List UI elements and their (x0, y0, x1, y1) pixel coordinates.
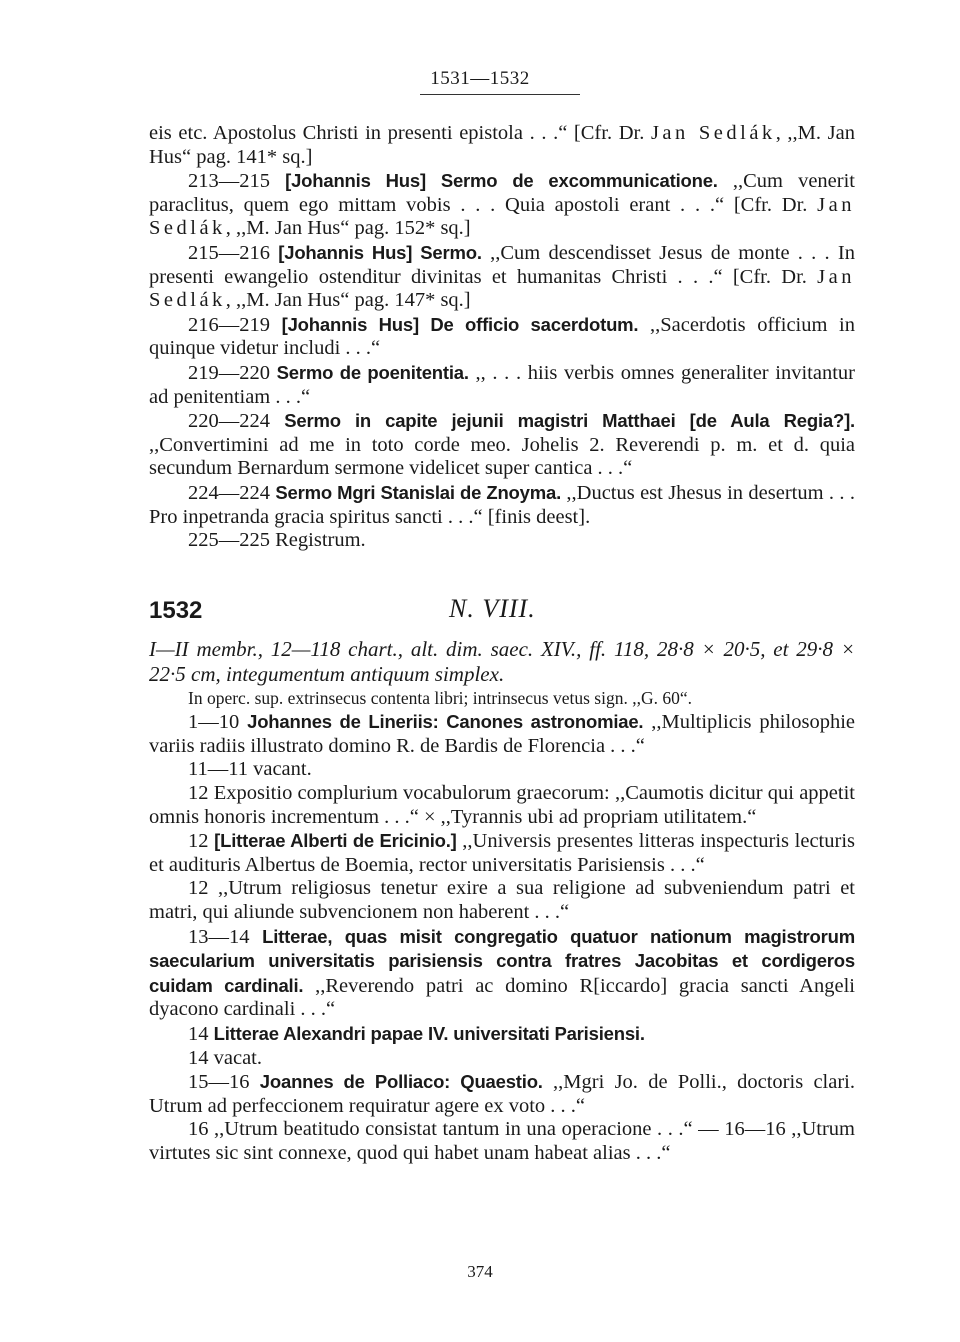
entry-title: [Johannis Hus] De officio sacerdotum. (281, 313, 639, 335)
entry-14a (149, 1022, 855, 1047)
folio-ref: 1—10 (188, 711, 240, 734)
entry-225: 225—225 Registrum. (188, 529, 366, 552)
folio-ref: 219—220 (188, 361, 270, 384)
entry-title: Sermo Mgri Stanislai de Znoyma. (275, 481, 562, 503)
entry-title: Litterae Alexandri papae IV. universitati Parisiensi. (213, 1023, 645, 1044)
author-name: Jan Sedlák (149, 193, 855, 240)
entry-12b: 12 ,,Utrum religiosus tenetur exire a sua religione ad subveniendum patri et matri, qui aliunde subvencionem non haberent . . .“ (149, 877, 855, 924)
entry-11: 11—11 vacant. (188, 758, 312, 781)
entry-title: [Johannis Hus] Sermo de excommunicatione. (285, 170, 718, 192)
entry-219: 219—220 Sermo de poenitentia. ,, . . . hiis verbis omnes generaliter invitantur ad penitentiam . . .“ (149, 361, 855, 408)
entry-title: [Johannis Hus] Sermo. (278, 241, 482, 263)
folio-ref: 12 (188, 782, 209, 805)
folio-ref: 215—216 (188, 241, 270, 264)
entry-13: 13—14 Litterae, quas misit congregatio quatuor nationum magistrorum saecularium universitatis parisiensis contra fratres Jacobitas et cordigeros cuidam cardinali. ,,Reverendo patri ac domino R[iccardo] gracia sancti Angeli dyacono cardinali . . .“ (149, 925, 855, 1021)
entry-215: 215—216 [Johannis Hus] Sermo. ,,Cum descendisset Jesus de monte . . . In presenti ewangelio ostenditur divinitas et humanitas Christi . . .“ [Cfr. Dr. Jan Sedlák, ,,M. Jan Hus“ pag. 147* sq.] (149, 241, 856, 312)
section-title: N. VIII. (449, 593, 536, 623)
folio-ref: 16 (188, 1118, 209, 1141)
entry-title: Litterae, quas misit congregatio quatuor nationum magistrorum saecularium universitatis parisiensis contra fratres Jacobitas et cordigeros cuidam cardinali. (149, 925, 855, 996)
entry-16: 16 ,,Utrum beatitudo consistat tantum in una operacione . . .“ — 16—16 ,,Utrum virtutes sic sint connexe, quod qui habet unam habeat alias . . .“ (149, 1118, 856, 1164)
entry-12a: 12 Expositio complurium vocabulorum graecorum: ,,Caumotis dicitur qui appetit omnis honoris incrementum . . .“ × ,,Tyrannis ubi ad propriam utilitatem.“ (149, 782, 855, 828)
entry-title: Johannes de Lineriis: Canones astronomiae. (247, 711, 644, 733)
entry-title: Sermo in capite jejunii magistri Matthaei [de Aula Regia?]. (284, 410, 855, 432)
entry-224: 224—224 Sermo Mgri Stanislai de Znoyma. ,,Ductus est Jhesus in desertum . . . Pro inpetranda gracia spiritus sancti . . .“ [finis deest]. (149, 481, 855, 528)
author-name: Jan Sedlák (149, 265, 855, 312)
entry-title: Joannes de Polliaco: Quaestio. (259, 1071, 543, 1093)
entry-14b: 14 vacat. (188, 1046, 262, 1069)
continuation-paragraph: eis etc. Apostolus Christi in presenti epistola . . .“ [Cfr. Dr. Jan Sedlák, ,,M. Jan Hus“ pag. 141* sq.] (149, 122, 855, 168)
header-rule (420, 94, 580, 95)
folio-ref: 12 (188, 877, 209, 900)
folio-ref: 14 (188, 1023, 209, 1045)
folio-ref: 225—225 (188, 529, 270, 552)
entry-213: 213—215 [Johannis Hus] Sermo de excommunicatione. ,,Cum venerit paraclitus, quem ego mittam vobis . . . Quia apostoli erant . . .“ [Cfr. Dr. Jan Sedlák, ,,M. Jan Hus“ pag. 152* sq.] (149, 170, 855, 240)
page-header: 1531—1532 (430, 68, 530, 89)
entry-220: 220—224 Sermo in capite jejunii magistri Matthaei [de Aula Regia?]. ,,Convertimini ad me in toto corde meo. Johelis 2. Reverendi p. m. et d. quia secundum Bernardum sermone videlicet super cantica . . .“ (149, 410, 855, 480)
folio-ref: 12 (188, 830, 209, 853)
entry-216: 216—219 [Johannis Hus] De officio sacerdotum. ,,Sacerdotis officium in quinque videtur includi . . .“ (149, 313, 856, 360)
body-text (149, 122, 855, 1166)
entry-title: [Litterae Alberti de Ericinio.] (214, 830, 457, 852)
folio-ref: 216—219 (188, 313, 270, 336)
manuscript-description: I—II membr., 12—118 chart., alt. dim. saec. XIV., ff. 118, 28·8 × 20·5, et 29·8 × 22·5 cm, integumentum antiquum simplex. (149, 636, 855, 686)
folio-ref: 224—224 (188, 481, 270, 504)
folio-ref: 13—14 (188, 925, 250, 948)
folio-ref: 220—224 (188, 410, 270, 433)
entry-12a-litterae: 12 [Litterae Alberti de Ericinio.] ,,Universis presentes litteras inspecturis lecturis et audituris Albertus de Boemia, rector universitatis Parisiensis . . .“ (149, 830, 855, 876)
section-heading (149, 593, 855, 637)
entry-1: 1—10 Johannes de Lineriis: Canones astronomiae. ,,Multiplicis philosophie variis radiis illustrato domino R. de Bardis de Florencia . . .“ (149, 711, 855, 757)
page-number: 374 (467, 1262, 493, 1281)
cover-note: In operc. sup. extrinsecus contenta libri; intrinsecus vetus sign. ,,G. 60“. (188, 687, 692, 708)
folio-ref: 213—215 (188, 170, 270, 193)
entry-title: Sermo de poenitentia. (276, 361, 469, 383)
section-number: 1532 (149, 596, 203, 624)
folio-ref: 15—16 (188, 1071, 250, 1094)
author-name: Jan Sedlák (650, 122, 776, 144)
entry-15: 15—16 Joannes de Polliaco: Quaestio. ,,Mgri Jo. de Polli., doctoris clari. Utrum ad perfeccionem requiratur agere ex voto . . .“ (149, 1071, 855, 1117)
folio-ref: 16—16 (724, 1118, 786, 1141)
